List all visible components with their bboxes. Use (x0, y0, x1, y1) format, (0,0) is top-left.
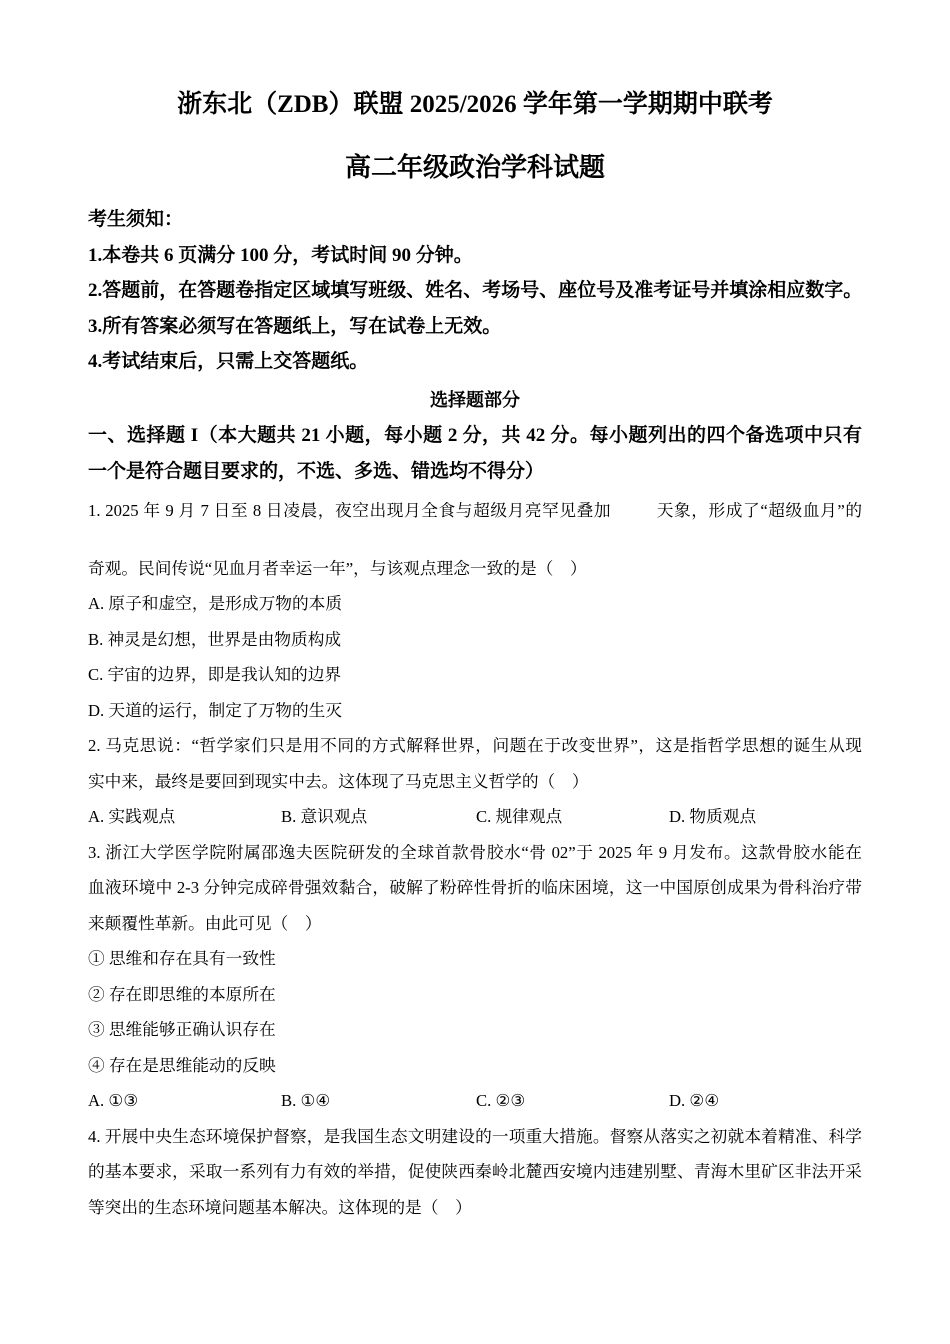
exam-title: 浙东北（ZDB）联盟 2025/2026 学年第一学期期中联考 (177, 91, 773, 118)
notice-item: 2.答题前，在答题卷指定区域填写班级、姓名、考场号、座位号及准考证号并填涂相应数字。 (88, 280, 863, 301)
section-instruction-line: 一个是符合题目要求的，不选、多选、错选均不得分） (88, 460, 545, 482)
question-stem-line: 4. 开展中央生态环境保护督察，是我国生态文明建设的一项重大措施。督察从落实之初就本着精准、科学 (88, 1126, 862, 1146)
question-2 (88, 728, 862, 835)
question-stem-line (88, 493, 862, 551)
question-4 (88, 1119, 862, 1226)
question-stem-line: 奇观。民间传说“见血月者幸运一年”，与该观点理念一致的是（ ） (88, 558, 587, 578)
question-3 (88, 835, 862, 1119)
option-d: D. ②④ (669, 1091, 720, 1110)
question-stem-line: 3. 浙江大学医学院附属邵逸夫医院研发的全球首款骨胶水“骨 02”于 2025 年 9 月发布。这款骨胶水能在 (88, 842, 862, 862)
option-b: B. 意识观点 (281, 807, 368, 826)
statement-1: ① 思维和存在具有一致性 (88, 949, 276, 968)
exam-subtitle: 高二年级政治学科试题 (344, 153, 605, 182)
candidate-notice (88, 202, 862, 380)
option-d: D. 物质观点 (669, 807, 757, 826)
option-a: A. 实践观点 (88, 807, 176, 826)
question-stem-text: 1. 2025 年 9 月 7 日至 8 日凌晨，夜空出现月全食与超级月亮罕见叠加 (88, 501, 612, 520)
option-c: C. 规律观点 (476, 807, 563, 826)
page-content (88, 0, 862, 1225)
option-c: C. ②③ (476, 1091, 526, 1110)
question-stem-line: 实中来，最终是要回到现实中去。这体现了马克思主义哲学的（ ） (88, 771, 589, 791)
option-c: C. 宇宙的边界，即是我认知的边界 (88, 665, 342, 684)
question-list (88, 493, 862, 1225)
section-title: 选择题部分 (430, 389, 520, 410)
options-row (88, 799, 862, 835)
question-1 (88, 493, 862, 728)
question-stem-line: 的基本要求，采取一系列有力有效的举措，促使陕西秦岭北麓西安境内违建别墅、青海木里矿区非法开采 (88, 1162, 862, 1181)
option-d: D. 天道的运行，制定了万物的生灭 (88, 700, 343, 720)
option-a: A. 原子和虚空，是形成万物的本质 (88, 594, 343, 613)
notice-item: 3.所有答案必须写在答题纸上，写在试卷上无效。 (88, 315, 502, 337)
statement-4: ④ 存在是思维能动的反映 (88, 1055, 276, 1075)
option-b: B. 神灵是幻想，世界是由物质构成 (88, 629, 342, 649)
option-a: A. ①③ (88, 1091, 139, 1110)
statement-3: ③ 思维能够正确认识存在 (88, 1020, 276, 1039)
options-row (88, 1083, 862, 1119)
notice-item: 4.考试结束后，只需上交答题纸。 (88, 351, 369, 372)
section-instruction-line: 一、选择题 I（本大题共 21 小题，每小题 2 分，共 42 分。每小题列出的四个备选项中只有 (88, 425, 862, 446)
option-b: B. ①④ (281, 1091, 331, 1110)
question-stem-line: 2. 马克思说：“哲学家们只是用不同的方式解释世界，问题在于改变世界”，这是指哲学思想的诞生从现 (88, 736, 862, 755)
blank-gap (611, 515, 656, 516)
notice-item: 1.本卷共 6 页满分 100 分，考试时间 90 分钟。 (88, 244, 473, 266)
notice-heading: 考生须知： (88, 209, 184, 230)
question-stem-line: 来颠覆性革新。由此可见（ ） (88, 913, 322, 933)
question-stem-text: 天象，形成了“超级血月”的 (656, 501, 863, 520)
question-stem-line: 血液环境中 2-3 分钟完成碎骨强效黏合，破解了粉碎性骨折的临床困境，这一中国原创成果为骨科治疗带 (88, 878, 862, 897)
statement-2: ② 存在即思维的本原所在 (88, 984, 276, 1004)
question-stem-line: 等突出的生态环境问题基本解决。这体现的是（ ） (88, 1197, 472, 1217)
